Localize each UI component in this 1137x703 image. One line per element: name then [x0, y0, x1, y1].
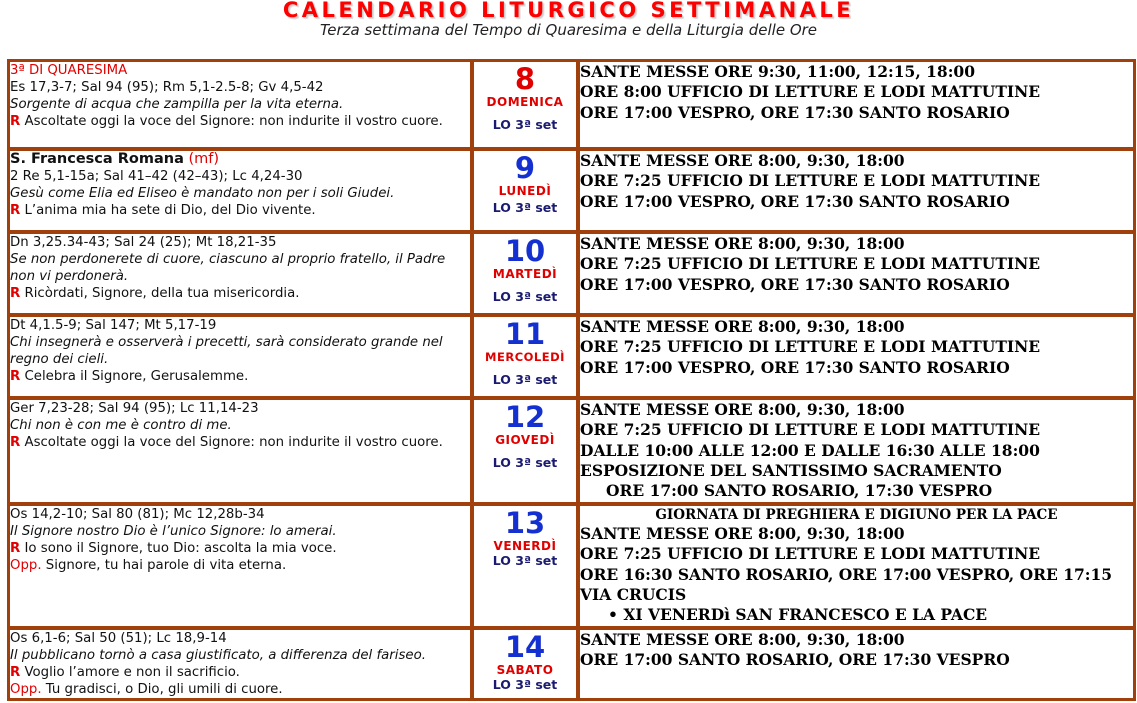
day-row-8: [8, 60, 1135, 149]
response-label: R: [10, 286, 21, 301]
date-cell: [472, 504, 578, 628]
schedule-line: ORE 7:25 UFFICIO DI LETTURE E LODI MATTUTINE: [580, 420, 1041, 440]
antiphon: Se non perdonerete di cuore, ciascuno al proprio fratello, il Padre non vi perdonerà.: [10, 252, 446, 284]
response-label: R: [10, 541, 21, 556]
schedule-line: SANTE MESSE ORE 8:00, 9:30, 18:00: [580, 524, 905, 543]
day-name: VENERDÌ: [493, 539, 557, 553]
schedule-line: SANTE MESSE ORE 8:00, 9:30, 18:00: [580, 151, 905, 170]
liturgy-week: LO 3ª set: [492, 553, 558, 568]
liturgy-week: LO 3ª set: [492, 372, 558, 387]
schedule-cell: [578, 149, 1135, 232]
day-name: LUNEDÌ: [498, 184, 552, 198]
schedule-cell: [578, 398, 1135, 504]
day-name: SABATO: [496, 663, 554, 677]
readings-ref: Es 17,3-7; Sal 94 (95); Rm 5,1-2.5-8; Gv 4,5-42: [10, 80, 324, 95]
schedule-line: ORE 7:25 UFFICIO DI LETTURE E LODI MATTUTINE: [580, 544, 1041, 564]
day-number: 12: [504, 400, 546, 434]
opp-label: Opp.: [10, 682, 42, 697]
alt-response: [10, 557, 470, 574]
psalm-response: [10, 664, 470, 681]
psalm-response: [10, 434, 470, 451]
response-label: R: [10, 435, 21, 450]
psalm-response: [10, 540, 470, 557]
day-name: GIOVEDÌ: [495, 433, 555, 447]
page-title: CALENDARIO LITURGICO SETTIMANALE: [282, 0, 855, 22]
schedule-line: ORE 8:00 UFFICIO DI LETTURE E LODI MATTUTINE: [580, 82, 1041, 102]
schedule-cell: [578, 315, 1135, 398]
opp-text: Tu gradisci, o Dio, gli umili di cuore.: [41, 682, 283, 697]
psalm-response: [10, 285, 470, 302]
psalm-response: [10, 202, 470, 219]
response-label: R: [10, 369, 21, 384]
response-label: R: [10, 114, 21, 129]
date-cell: [472, 232, 578, 315]
antiphon: Sorgente di acqua che zampilla per la vita eterna.: [10, 97, 344, 112]
schedule-line: SANTE MESSE ORE 9:30, 11:00, 12:15, 18:00: [580, 62, 975, 81]
readings-ref: Ger 7,23-28; Sal 94 (95); Lc 11,14-23: [10, 401, 259, 416]
schedule-line: ORE 17:00 VESPRO, ORE 17:30 SANTO ROSARIO: [580, 274, 1010, 294]
antiphon: Il pubblicano tornò a casa giustificato, a differenza del fariseo.: [10, 648, 426, 663]
antiphon: Chi insegnerà e osserverà i precetti, sarà considerato grande nel regno dei cieli.: [10, 335, 443, 367]
day-row-9: [8, 149, 1135, 232]
day-number: 10: [504, 234, 546, 268]
liturgy-week: LO 3ª set: [492, 117, 558, 132]
readings-cell: [8, 504, 472, 628]
schedule-cell: [578, 232, 1135, 315]
bullet-text: XI VENERDì SAN FRANCESCO E LA PACE: [623, 605, 988, 625]
date-cell: [472, 149, 578, 232]
date-cell: [472, 60, 578, 149]
feast-name: S. Francesca Romana: [10, 151, 184, 167]
schedule-cell: [578, 60, 1135, 149]
schedule-line: SANTE MESSE ORE 8:00, 9:30, 18:00: [580, 400, 905, 419]
readings-ref: 2 Re 5,1-15a; Sal 41–42 (42–43); Lc 4,24-30: [10, 169, 303, 184]
psalm-response: [10, 113, 470, 130]
readings-ref: Os 6,1-6; Sal 50 (51); Lc 18,9-14: [10, 631, 227, 646]
antiphon: Chi non è con me è contro di me.: [10, 418, 232, 433]
schedule-line: ORE 17:00 VESPRO, ORE 17:30 SANTO ROSARIO: [580, 191, 1010, 211]
page-subtitle: Terza settimana del Tempo di Quaresima e della Liturgia delle Ore: [319, 21, 818, 39]
opp-text: Signore, tu hai parole di vita eterna.: [41, 558, 287, 573]
response-label: R: [10, 665, 21, 680]
schedule-line: ORE 7:25 UFFICIO DI LETTURE E LODI MATTUTINE: [580, 254, 1041, 274]
day-name: MARTEDÌ: [492, 267, 558, 281]
liturgy-week: LO 3ª set: [492, 200, 558, 215]
response-text: Ascoltate oggi la voce del Signore: non indurite il vostro cuore.: [20, 435, 443, 450]
day-number: 13: [504, 506, 546, 540]
bullet-icon: •: [608, 605, 624, 625]
readings-ref: Os 14,2-10; Sal 80 (81); Mc 12,28b-34: [10, 507, 265, 522]
schedule-header: GIORNATA DI PREGHIERA E DIGIUNO PER LA PACE: [655, 507, 1058, 523]
readings-cell: [8, 398, 472, 504]
day-number: 9: [514, 151, 536, 185]
response-text: Io sono il Signore, tuo Dio: ascolta la mia voce.: [20, 541, 337, 556]
readings-cell: [8, 315, 472, 398]
opp-label: Opp.: [10, 558, 42, 573]
liturgy-week: LO 3ª set: [492, 677, 558, 692]
feast-title: [10, 151, 470, 168]
response-text: Voglio l’amore e non il sacrificio.: [20, 665, 240, 680]
schedule-line: ORE 17:00 SANTO ROSARIO, ORE 17:30 VESPRO: [580, 650, 1010, 670]
schedule-line: ESPOSIZIONE DEL SANTISSIMO SACRAMENTO: [580, 460, 1002, 480]
response-text: L’anima mia ha sete di Dio, del Dio vivente.: [20, 203, 316, 218]
schedule-line: ORE 17:00 VESPRO, ORE 17:30 SANTO ROSARIO: [580, 357, 1010, 377]
readings-ref: Dn 3,25.34-43; Sal 24 (25); Mt 18,21-35: [10, 235, 277, 250]
day-number: 14: [504, 630, 546, 664]
readings-cell: [8, 232, 472, 315]
schedule-cell: [578, 504, 1135, 628]
schedule-line: ORE 17:00 SANTO ROSARIO, 17:30 VESPRO: [606, 481, 993, 501]
schedule-line: SANTE MESSE ORE 8:00, 9:30, 18:00: [580, 630, 905, 649]
schedule-line: DALLE 10:00 ALLE 12:00 E DALLE 16:30 ALLE 18:00: [580, 440, 1040, 460]
day-row-12: [8, 398, 1135, 504]
schedule-line: ORE 7:25 UFFICIO DI LETTURE E LODI MATTUTINE: [580, 337, 1041, 357]
schedule-line: SANTE MESSE ORE 8:00, 9:30, 18:00: [580, 234, 905, 253]
readings-cell: [8, 628, 472, 700]
schedule-line: SANTE MESSE ORE 8:00, 9:30, 18:00: [580, 317, 905, 336]
response-text: Celebra il Signore, Gerusalemme.: [20, 369, 249, 384]
alt-response: [10, 681, 470, 698]
day-name: MERCOLEDÌ: [485, 350, 565, 364]
day-row-10: [8, 232, 1135, 315]
schedule-cell: [578, 628, 1135, 700]
schedule-line: ORE 7:25 UFFICIO DI LETTURE E LODI MATTUTINE: [580, 171, 1041, 191]
feast-title: 3ª DI QUARESIMA: [10, 63, 128, 78]
liturgy-week: LO 3ª set: [492, 289, 558, 304]
day-name: DOMENICA: [486, 95, 564, 109]
antiphon: Gesù come Elia ed Eliseo è mandato non per i soli Giudei.: [10, 186, 395, 201]
date-cell: [472, 315, 578, 398]
response-text: Ascoltate oggi la voce del Signore: non indurite il vostro cuore.: [20, 114, 443, 129]
psalm-response: [10, 368, 470, 385]
schedule-bullet: [580, 605, 1133, 625]
day-number: 11: [504, 317, 546, 351]
schedule-line: ORE 17:00 VESPRO, ORE 17:30 SANTO ROSARIO: [580, 102, 1010, 122]
readings-ref: Dt 4,1.5-9; Sal 147; Mt 5,17-19: [10, 318, 217, 333]
day-row-14: [8, 628, 1135, 700]
day-number: 8: [514, 62, 536, 96]
schedule-line: ORE 16:30 SANTO ROSARIO, ORE 17:00 VESPRO, ORE 17:15 VIA CRUCIS: [580, 564, 1113, 604]
feast-rank: (mf): [183, 151, 220, 167]
response-text: Ricòrdati, Signore, della tua misericordia.: [20, 286, 300, 301]
response-label: R: [10, 203, 21, 218]
day-row-11: [8, 315, 1135, 398]
day-row-13: [8, 504, 1135, 628]
date-cell: [472, 398, 578, 504]
readings-cell: [8, 149, 472, 232]
antiphon: Il Signore nostro Dio è l’unico Signore: lo amerai.: [10, 524, 337, 539]
date-cell: [472, 628, 578, 700]
readings-cell: [8, 60, 472, 149]
calendar-table: [7, 59, 1136, 701]
liturgy-week: LO 3ª set: [492, 455, 558, 470]
